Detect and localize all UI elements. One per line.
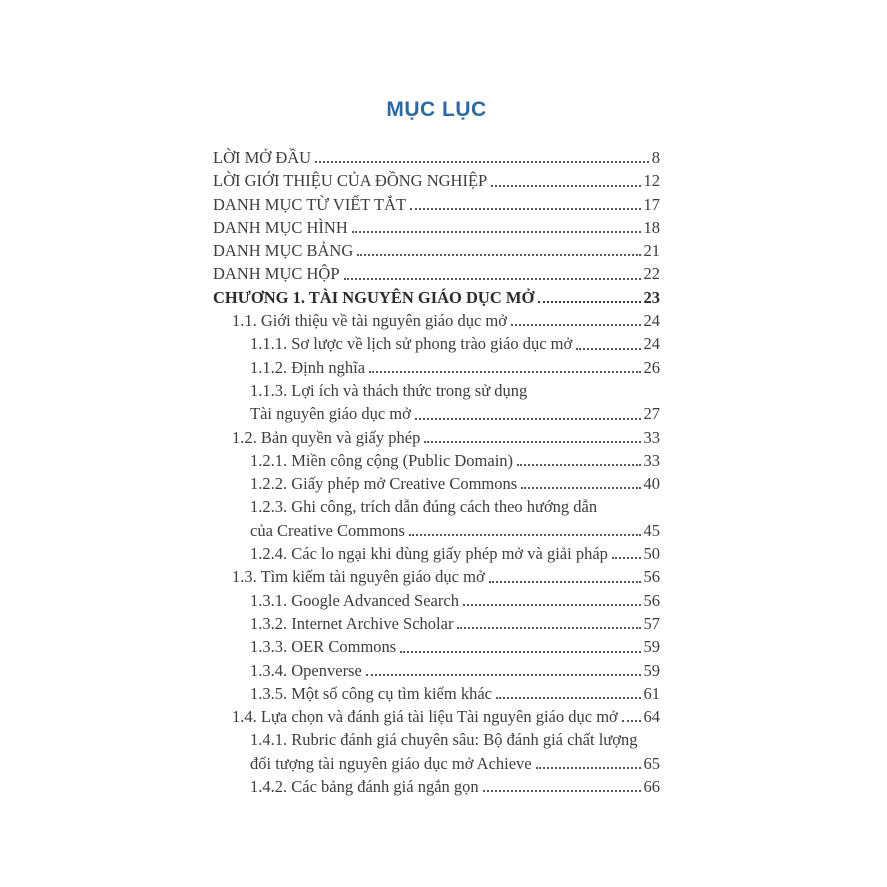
toc-entry-label: 1.4. Lựa chọn và đánh giá tài liệu Tài nguyên giáo dục mở <box>232 707 618 727</box>
toc-entry <box>213 239 660 262</box>
toc-entry-page: 59 <box>643 637 660 657</box>
toc-entry <box>213 705 660 728</box>
toc-entry-page: 33 <box>643 427 660 447</box>
dot-leader <box>538 301 640 303</box>
toc-entry-page: 24 <box>643 311 660 331</box>
toc-entry-page: 8 <box>651 148 660 167</box>
toc-entry <box>213 472 660 495</box>
toc-entry-page: 23 <box>643 287 660 307</box>
dot-leader <box>352 231 641 233</box>
toc-entry-page: 26 <box>643 357 660 377</box>
toc-entry-label: 1.1.2. Định nghĩa <box>250 357 366 377</box>
toc-entry-label: CHƯƠNG 1. TÀI NGUYÊN GIÁO DỤC MỞ <box>213 287 535 307</box>
toc-entry-label: Tài nguyên giáo dục mở <box>250 404 411 424</box>
toc-entry-label: 1.3.1. Google Advanced Search <box>250 590 459 610</box>
toc-entry <box>213 356 660 379</box>
toc-entry-page: 24 <box>643 334 660 354</box>
dot-leader <box>496 697 641 699</box>
dot-leader <box>369 371 640 373</box>
toc-entry-label: 1.2.2. Giấy phép mở Creative Commons <box>250 474 518 494</box>
dot-leader <box>576 348 640 350</box>
toc-entry-label: 1.3.4. Openverse <box>250 660 362 680</box>
toc-entry <box>213 589 660 612</box>
toc-entry-label: DANH MỤC HÌNH <box>213 217 348 237</box>
toc-entry-page: 56 <box>643 567 660 587</box>
toc-entry-page: 66 <box>643 777 660 797</box>
dot-leader <box>409 534 641 536</box>
toc-entry-label: 1.2.1. Miền công cộng (Public Domain) <box>250 450 514 470</box>
dot-leader <box>357 254 640 256</box>
dot-leader <box>511 324 641 326</box>
toc-entry <box>213 495 660 518</box>
toc-entry-label: 1.1. Giới thiệu về tài nguyên giáo dục mở <box>232 311 507 331</box>
toc-entry-label: 1.3. Tìm kiếm tài nguyên giáo dục mở <box>232 567 485 587</box>
dot-leader <box>491 185 640 187</box>
toc-entry-page: 61 <box>643 683 660 703</box>
toc-entry-page: 65 <box>643 753 660 773</box>
dot-leader <box>424 441 640 443</box>
dot-leader <box>344 278 641 280</box>
dot-leader <box>483 790 641 792</box>
toc-entry <box>213 426 660 449</box>
toc-entry <box>213 682 660 705</box>
toc-entry-page: 40 <box>643 474 660 494</box>
toc-entry <box>213 728 660 751</box>
toc-entry-page: 27 <box>643 404 660 424</box>
dot-leader <box>463 604 641 606</box>
toc-entry-label: 1.2.3. Ghi công, trích dẫn đúng cách theo hướng dẫn <box>250 497 598 517</box>
toc-entry <box>213 612 660 635</box>
toc-entry <box>213 332 660 355</box>
dot-leader <box>366 674 641 676</box>
toc-entry-page: 17 <box>643 194 660 214</box>
toc-entry <box>213 169 660 192</box>
toc-entry-label: 1.3.5. Một số công cụ tìm kiếm khác <box>250 683 492 703</box>
dot-leader <box>410 208 640 210</box>
toc-entry-page: 64 <box>643 707 660 727</box>
toc-entry-label: LỜI GIỚI THIỆU CỦA ĐỒNG NGHIỆP <box>213 171 488 191</box>
dot-leader <box>415 418 641 420</box>
toc-entry-page: 50 <box>643 544 660 564</box>
dot-leader <box>536 767 641 769</box>
toc-entry <box>213 286 660 309</box>
dot-leader <box>517 464 640 466</box>
toc-entry <box>213 542 660 565</box>
toc-entry-label: 1.2.4. Các lo ngại khi dùng giấy phép mở và giải pháp <box>250 544 608 564</box>
toc-entry-label: đối tượng tài nguyên giáo dục mở Achieve <box>250 753 532 773</box>
toc-entry-label: 1.1.3. Lợi ích và thách thức trong sử dụng <box>250 380 528 400</box>
toc-entry <box>213 752 660 775</box>
toc-entry-label: 1.3.3. OER Commons <box>250 637 397 657</box>
toc-entry <box>213 402 660 425</box>
dot-leader <box>612 557 641 559</box>
toc-entry-label: 1.4.2. Các bảng đánh giá ngắn gọn <box>250 777 479 797</box>
toc-entry-page: 56 <box>643 590 660 610</box>
toc-entry <box>213 449 660 472</box>
toc-entry <box>213 216 660 239</box>
toc-entry-label: 1.4.1. Rubric đánh giá chuyên sâu: Bộ đánh giá chất lượng <box>250 730 638 750</box>
toc-entry-label: DANH MỤC TỪ VIẾT TẮT <box>213 194 407 214</box>
toc-entry <box>213 146 660 169</box>
toc-entry-label: LỜI MỞ ĐẦU <box>213 148 312 167</box>
toc-entry-page: 18 <box>643 217 660 237</box>
toc-entry <box>213 309 660 332</box>
toc-entry-label: 1.3.2. Internet Archive Scholar <box>250 613 454 633</box>
toc-entry-label: 1.2. Bản quyền và giấy phép <box>232 427 421 447</box>
toc-entry-label: của Creative Commons <box>250 520 405 540</box>
toc-entry <box>213 379 660 402</box>
toc-entry-page: 33 <box>643 450 660 470</box>
toc-entry-page: 59 <box>643 660 660 680</box>
dot-leader <box>622 720 641 722</box>
dot-leader <box>315 161 649 163</box>
toc-entry <box>213 519 660 542</box>
table-of-contents <box>213 146 660 798</box>
toc-entry-label: DANH MỤC BẢNG <box>213 241 354 261</box>
dot-leader <box>457 627 640 629</box>
toc-entry-page: 45 <box>643 520 660 540</box>
toc-entry <box>213 635 660 658</box>
dot-leader <box>489 581 641 583</box>
toc-entry <box>213 262 660 285</box>
page-title: MỤC LỤC <box>386 98 487 121</box>
toc-entry-page: 21 <box>643 241 660 261</box>
toc-entry-label: DANH MỤC HỘP <box>213 264 340 284</box>
toc-entry <box>213 193 660 216</box>
toc-entry-page: 22 <box>643 264 660 284</box>
toc-entry <box>213 775 660 798</box>
toc-entry-label: 1.1.1. Sơ lược về lịch sử phong trào giáo dục mở <box>250 334 573 354</box>
toc-entry-page: 57 <box>643 613 660 633</box>
toc-entry <box>213 565 660 588</box>
dot-leader <box>521 487 640 489</box>
toc-entry <box>213 659 660 682</box>
dot-leader <box>400 651 640 653</box>
toc-entry-page: 12 <box>643 171 660 191</box>
